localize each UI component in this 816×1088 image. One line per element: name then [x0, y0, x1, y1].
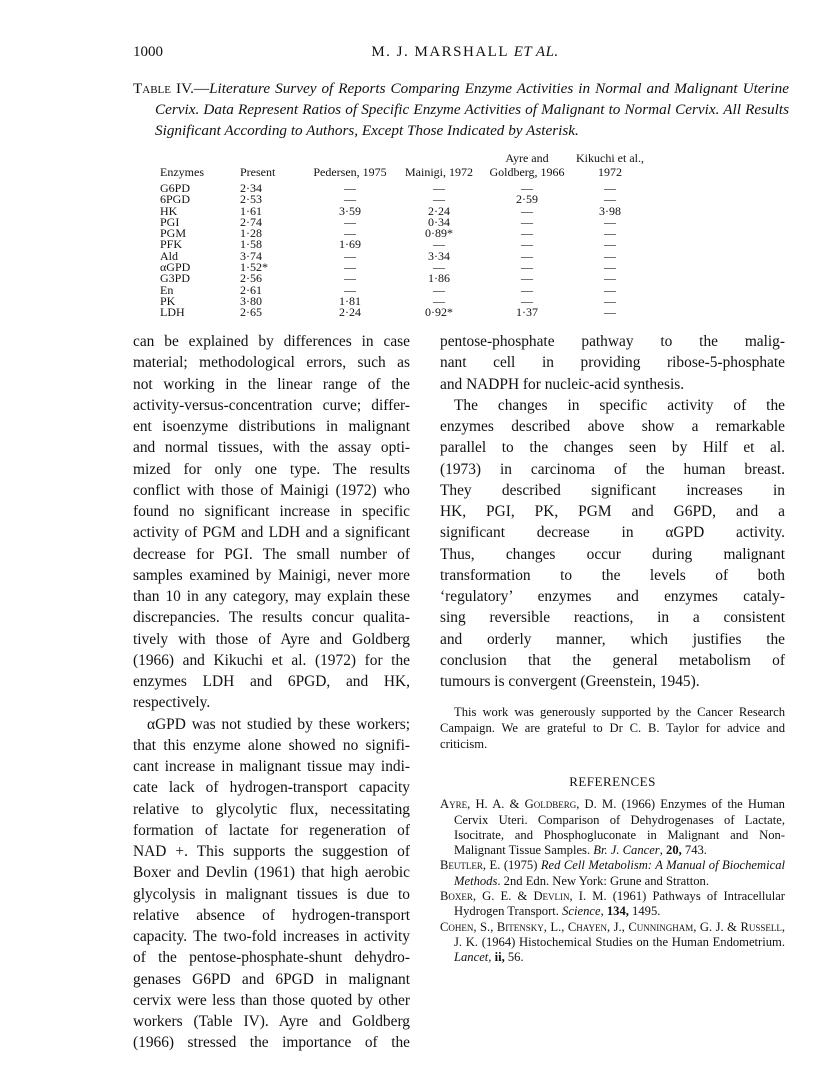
text-line: cervix were less than those quoted by other	[133, 991, 410, 1009]
table-row	[150, 296, 649, 307]
reference-segment: , J.,	[606, 919, 629, 934]
table-cell: —	[344, 192, 356, 207]
table-cell: 2·61	[240, 282, 262, 297]
references-list	[440, 797, 785, 965]
text-line: tively with those of Ayre and Goldberg	[133, 630, 410, 648]
table-cell: LDH	[160, 305, 185, 320]
table-row	[150, 239, 649, 250]
table-cell: 3·80	[240, 293, 262, 308]
text-line: pentose-phosphate pathway to the malig-	[440, 333, 785, 350]
text-line: formation of lactate for regeneration of	[133, 821, 410, 839]
table-cell: 1·37	[516, 305, 538, 320]
text-line: parallel to the changes seen by Hilf et al.	[440, 439, 785, 457]
text-line: discrepancies. The results concur qualita-	[133, 609, 410, 627]
table-row	[150, 262, 649, 273]
table-cell: 6PGD	[160, 192, 191, 207]
table-cell: HK	[160, 203, 178, 218]
text-line: and NADPH for nucleic-acid synthesis.	[440, 375, 685, 393]
column-header: Present	[240, 165, 276, 179]
table-cell: 1·58	[240, 237, 262, 252]
table-cell: —	[344, 214, 356, 229]
text-line: capacity. The two-fold increases in activity	[133, 928, 410, 945]
table-row	[150, 228, 649, 239]
reference-segment: Russell	[740, 919, 782, 934]
reference-segment: Cohen	[440, 919, 474, 934]
table-row	[150, 217, 649, 228]
table-cell: 1·69	[339, 237, 361, 252]
table-row	[150, 206, 649, 217]
table-cell: 1·52*	[240, 260, 268, 275]
reference-segment: Devlin	[533, 889, 570, 904]
reference-item	[440, 889, 785, 920]
reference-segment: , I. M. (1961) Pathways of Intracellular Hydrogen Transport.	[454, 889, 785, 919]
running-head-authors: M. J. MARSHALL	[371, 44, 509, 60]
text-line: of the pentose-phosphate-shunt dehydro-	[133, 949, 410, 967]
table-cell: 3·59	[339, 203, 361, 218]
text-line: than 10 in any category, may explain these	[133, 588, 410, 605]
text-line: mized for only one type. The results	[133, 460, 410, 478]
table-cell: —	[344, 248, 356, 263]
reference-segment: Bitensky	[496, 919, 544, 934]
text-line: samples examined by Mainigi, never more	[133, 566, 410, 584]
reference-segment: 134,	[606, 904, 629, 919]
table-row	[150, 251, 649, 262]
text-line: material; methodological errors, such as	[133, 354, 410, 372]
reference-segment: Goldberg	[524, 797, 577, 812]
table-cell: —	[344, 260, 356, 275]
text-line: workers (Table IV). Ayre and Goldberg	[133, 1013, 410, 1030]
table-cell: 0·89*	[425, 226, 453, 241]
table-label: Table IV.—	[133, 80, 210, 97]
reference-segment: 56.	[504, 950, 524, 965]
reference-segment: Science	[562, 904, 601, 919]
table-cell: 2·24	[339, 305, 361, 320]
column-header: Mainigi, 1972	[405, 165, 473, 179]
table-cell: —	[344, 226, 356, 241]
table-cell: —	[604, 282, 616, 297]
text-line: αGPD was not studied by these workers;	[147, 715, 410, 733]
table-cell: —	[604, 305, 616, 320]
table-cell: 2·24	[428, 203, 450, 218]
reference-segment: Chayen	[567, 919, 607, 934]
text-line: not working in the linear range of the	[133, 375, 410, 393]
table-cell: —	[433, 237, 445, 252]
table-cell: —	[604, 248, 616, 263]
text-line: enzymes described above show a remarkable	[440, 418, 785, 435]
column-header: Kikuchi et al., 1972	[576, 151, 644, 179]
reference-segment: , L.,	[543, 919, 568, 934]
table-row	[150, 183, 649, 194]
reference-segment: , G. J. &	[693, 919, 741, 934]
reference-segment: , S.,	[473, 919, 497, 934]
reference-segment: Cunningham	[628, 919, 694, 934]
reference-item	[440, 797, 785, 858]
text-line: and orderly manner, which justifies the	[440, 630, 785, 648]
table-cell: 1·61	[240, 203, 262, 218]
table-row	[150, 285, 649, 296]
text-line: HK, PGI, PK, PGM and G6PD, and a	[440, 503, 785, 520]
column-header: Ayre and Goldberg, 1966	[489, 151, 565, 179]
reference-segment: Lancet	[454, 950, 489, 965]
text-line: tumours is convergent (Greenstein, 1945).	[440, 673, 700, 690]
paragraph	[440, 395, 785, 693]
table-cell: 1·28	[240, 226, 262, 241]
table-cell: —	[521, 260, 533, 275]
table-cell: —	[521, 237, 533, 252]
right-column-text	[440, 331, 785, 692]
text-line: ent isoenzyme distributions in malignant	[133, 418, 410, 435]
text-line: significant decrease in αGPD activity.	[440, 524, 785, 542]
text-line: Boxer and Devlin (1961) that high aerobic	[133, 864, 410, 882]
text-line: respectively.	[133, 694, 211, 712]
table-cell: —	[433, 181, 445, 195]
table-cell: 1·81	[339, 293, 361, 308]
text-line: genases G6PD and 6PGD in malignant	[133, 970, 410, 988]
text-line: cant increase in malignant tissue may indi-	[133, 758, 410, 775]
running-head	[300, 44, 630, 61]
reference-segment: ii,	[494, 950, 505, 965]
text-line: (1966) stressed the importance of the	[133, 1034, 410, 1052]
text-line: Thus, changes occur during malignant	[440, 545, 785, 563]
table-cell: —	[521, 181, 533, 195]
right-column	[440, 331, 785, 966]
table-cell: G3PD	[160, 271, 191, 286]
text-line: can be explained by differences in case	[133, 333, 410, 350]
table-cell: —	[433, 192, 445, 207]
table-cell: —	[604, 226, 616, 241]
table-row	[150, 194, 649, 205]
text-line: ‘regulatory’ enzymes and enzymes cataly-	[440, 588, 785, 605]
reference-segment: 20,	[666, 843, 682, 858]
reference-segment: , G. E. &	[472, 889, 534, 904]
reference-segment: , E. (1975)	[482, 858, 541, 873]
text-line: glycolysis in malignant tissues is due to	[133, 885, 410, 903]
left-column-text	[133, 331, 410, 1054]
reference-segment: 1495.	[628, 904, 661, 919]
table-cell: —	[344, 271, 356, 286]
table-header-row	[150, 151, 649, 183]
table-cell: 2·56	[240, 271, 262, 286]
table-cell: PK	[160, 293, 176, 308]
reference-item	[440, 858, 785, 889]
table-cell: —	[604, 293, 616, 308]
table-cell: —	[521, 203, 533, 218]
text-line: NAD +. This supports the suggestion of	[133, 843, 410, 860]
text-line: (1973) in carcinoma of the human breast.	[440, 460, 785, 478]
table-cell: —	[521, 226, 533, 241]
table-cell: En	[160, 282, 174, 297]
reference-segment: Red Cell Metabolism: A Manual of Biochemical Methods	[454, 858, 785, 888]
table-cell: —	[604, 271, 616, 286]
paragraph	[440, 331, 785, 395]
enzyme-table	[150, 151, 649, 319]
table-cell: —	[344, 282, 356, 297]
text-line: cate lack of hydrogen-transport capacity	[133, 779, 410, 797]
table-cell: —	[521, 214, 533, 229]
text-line: nant cell in providing ribose-5-phosphate	[440, 354, 785, 372]
paragraph	[133, 331, 410, 714]
table-cell: —	[521, 248, 533, 263]
table-cell: 2·53	[240, 192, 262, 207]
table-cell: 3·74	[240, 248, 262, 263]
table-cell: —	[604, 192, 616, 207]
table-cell: αGPD	[160, 260, 191, 275]
text-line: that this enzyme alone showed no signifi-	[133, 736, 410, 754]
table-cell: PGI	[160, 214, 180, 229]
table-block	[133, 78, 789, 319]
reference-segment: ,	[488, 950, 495, 965]
table-cell: 2·74	[240, 214, 262, 229]
table-cell: —	[604, 260, 616, 275]
paragraph	[133, 714, 410, 1054]
table-cell: —	[433, 282, 445, 297]
table-cell: —	[433, 260, 445, 275]
text-line: decrease for PGI. The small number of	[133, 545, 410, 563]
references-heading: REFERENCES	[569, 774, 656, 790]
table-cell: —	[521, 271, 533, 286]
reference-item	[440, 920, 785, 966]
text-line: The changes in specific activity of the	[454, 396, 785, 414]
text-line: relative absence of hydrogen-transport	[133, 906, 410, 924]
text-line: conflict with those of Mainigi (1972) who	[133, 481, 410, 499]
text-line: They described significant increases in	[440, 481, 785, 499]
table-cell: 2·65	[240, 305, 262, 320]
text-line: activity-versus-concentration curve; differ-	[133, 396, 410, 414]
table-cell: —	[521, 293, 533, 308]
reference-segment: . 2nd Edn. New York: Grune and Stratton.	[497, 873, 710, 888]
text-line: and normal tissues, with the assay opti-	[133, 439, 410, 457]
table-cell: —	[344, 181, 356, 195]
column-header: Pedersen, 1975	[313, 165, 387, 179]
table-caption-text: Literature Survey of Reports Comparing Enzyme Activities in Normal and Malignant Uterine Cervix. Data Represent Ratios of Specific Enzyme Activities of Malignant to Normal Cervix. All Results Significant According to Authors, Except Those Indicated by Asterisk.	[155, 80, 789, 139]
reference-segment: Ayre	[440, 797, 468, 812]
running-head-suffix: ET AL.	[513, 44, 559, 60]
table-cell: —	[604, 181, 616, 195]
reference-segment: , D. M. (1966) Enzymes of the Human Cervix Uteri. Comparison of Dehydrogenases of Lactate, Isocitrate, and Phosphogluconate in Malignant and Non-Malignant Tissue Samples.	[454, 797, 785, 858]
text-line: transformation to the levels of both	[440, 566, 785, 584]
table-cell: —	[521, 282, 533, 297]
table-caption	[133, 78, 789, 141]
table-body	[150, 183, 649, 319]
page-number: 1000	[133, 44, 163, 60]
reference-segment: Beutler	[440, 858, 483, 873]
table-cell: 0·92*	[425, 305, 453, 320]
table-cell: 0·34	[428, 214, 450, 229]
text-line: activity of PGM and LDH and a significant	[133, 524, 410, 542]
table-cell: 3·98	[599, 203, 621, 218]
reference-segment: , H. A. &	[467, 797, 525, 812]
table-cell: —	[604, 214, 616, 229]
text-line: sing reversible reactions, in a consistent	[440, 609, 785, 627]
table-cell: 1·86	[428, 271, 450, 286]
reference-segment: Br. J. Cancer	[593, 843, 660, 858]
text-line: enzymes LDH and 6PGD, and HK,	[133, 673, 410, 690]
reference-segment: ,	[600, 904, 607, 919]
text-line: found no significant increase in specific	[133, 503, 410, 520]
reference-segment: , J. K. (1964) Histochemical Studies on the Human Endometrium.	[454, 919, 785, 949]
table-cell: 2·34	[240, 181, 262, 195]
table-row	[150, 307, 649, 318]
reference-segment: 743.	[681, 843, 707, 858]
table-row	[150, 273, 649, 284]
table-cell: —	[604, 237, 616, 252]
text-line: relative to glycolytic flux, necessitating	[133, 800, 410, 818]
table-cell: 2·59	[516, 192, 538, 207]
table-cell: G6PD	[160, 181, 191, 195]
table-cell: PFK	[160, 237, 183, 252]
table-cell: Ald	[160, 248, 178, 263]
table-cell: PGM	[160, 226, 187, 241]
table-cell: —	[433, 293, 445, 308]
text-line: (1966) and Kikuchi et al. (1972) for the	[133, 651, 410, 669]
column-header: Enzymes	[160, 165, 204, 179]
table-cell: 3·34	[428, 248, 450, 263]
acknowledgement: This work was generously supported by the Cancer Research Campaign. We are grateful to Dr C. B. Taylor for advice and criticism.	[440, 705, 785, 752]
text-line: conclusion that the general metabolism of	[440, 651, 785, 669]
reference-segment: ,	[659, 843, 667, 858]
reference-segment: Boxer	[440, 889, 473, 904]
